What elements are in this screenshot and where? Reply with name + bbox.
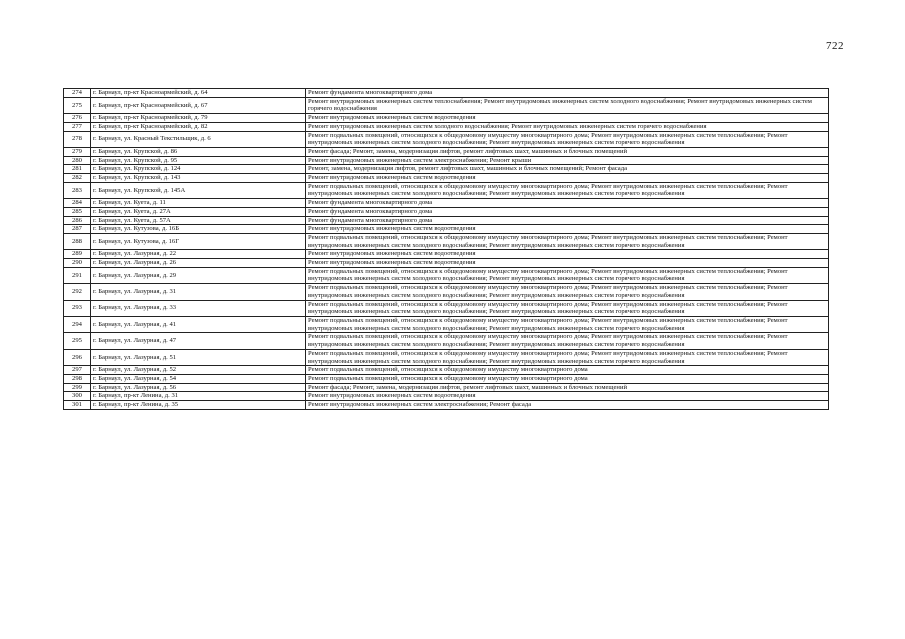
row-address: г. Барнаул, ул. Лазурная, д. 29: [91, 267, 306, 283]
row-works: Ремонт внутридомовых инженерных систем водоотведения: [306, 225, 829, 234]
row-number: 290: [64, 259, 91, 268]
row-address: г. Барнаул, ул. Кутузова, д. 16Б: [91, 225, 306, 234]
table-row: [64, 156, 829, 165]
table-row: [64, 89, 829, 98]
table-row: [64, 174, 829, 183]
row-works: Ремонт внутридомовых инженерных систем водоотведения: [306, 392, 829, 401]
table-row: [64, 349, 829, 365]
row-address: г. Барнаул, пр-кт Красноармейский, д. 64: [91, 89, 306, 98]
row-number: 295: [64, 333, 91, 349]
row-number: 297: [64, 366, 91, 375]
row-address: г. Барнаул, ул. Лазурная, д. 47: [91, 333, 306, 349]
row-number: 280: [64, 156, 91, 165]
row-address: г. Барнаул, пр-кт Ленина, д. 35: [91, 401, 306, 410]
row-works: Ремонт внутридомовых инженерных систем водоотведения: [306, 259, 829, 268]
row-works: Ремонт внутридомовых инженерных систем водоотведения: [306, 250, 829, 259]
row-address: г. Барнаул, ул. Лазурная, д. 26: [91, 259, 306, 268]
row-works: Ремонт подвальных помещений, относящихся к общедомовому имуществу многоквартирного дома: [306, 366, 829, 375]
row-works: Ремонт подвальных помещений, относящихся к общедомовому имуществу многоквартирного дома; Ремонт внутридомовых инженерных систем теплоснабжения; Ремонт внутридомовых инженерных систем холодного водоснабжения; Ремонт внутридомовых инженерных систем горячего водоснабжения: [306, 333, 829, 349]
table-row: [64, 97, 829, 113]
row-number: 283: [64, 182, 91, 198]
row-works: Ремонт фундамента многоквартирного дома: [306, 89, 829, 98]
row-address: г. Барнаул, ул. Лазурная, д. 56: [91, 383, 306, 392]
row-works: Ремонт подвальных помещений, относящихся к общедомовому имуществу многоквартирного дома; Ремонт внутридомовых инженерных систем теплоснабжения; Ремонт внутридомовых инженерных систем холодного водоснабжения; Ремонт внутридомовых инженерных систем горячего водоснабжения: [306, 267, 829, 283]
table-row: [64, 131, 829, 147]
row-number: 289: [64, 250, 91, 259]
row-address: г. Барнаул, ул. Крупской, д. 145А: [91, 182, 306, 198]
row-number: 281: [64, 165, 91, 174]
table-row: [64, 147, 829, 156]
row-works: Ремонт подвальных помещений, относящихся к общедомовому имуществу многоквартирного дома; Ремонт внутридомовых инженерных систем теплоснабжения; Ремонт внутридомовых инженерных систем холодного водоснабжения; Ремонт внутридомовых инженерных систем горячего водоснабжения: [306, 131, 829, 147]
table-row: [64, 284, 829, 300]
row-address: г. Барнаул, ул. Лазурная, д. 33: [91, 300, 306, 316]
row-address: г. Барнаул, ул. Крупской, д. 143: [91, 174, 306, 183]
row-address: г. Барнаул, ул. Лазурная, д. 52: [91, 366, 306, 375]
table-row: [64, 316, 829, 332]
row-number: 278: [64, 131, 91, 147]
row-works: Ремонт подвальных помещений, относящихся к общедомовому имуществу многоквартирного дома: [306, 374, 829, 383]
row-number: 288: [64, 233, 91, 249]
row-address: г. Барнаул, ул. Лазурная, д. 41: [91, 316, 306, 332]
row-number: 284: [64, 199, 91, 208]
row-address: г. Барнаул, ул. Куета, д. 27А: [91, 207, 306, 216]
repair-table-container: [63, 88, 828, 410]
row-number: 282: [64, 174, 91, 183]
table-row: [64, 250, 829, 259]
row-address: г. Барнаул, ул. Куета, д. 11: [91, 199, 306, 208]
table-row: [64, 216, 829, 225]
table-row: [64, 267, 829, 283]
row-number: 279: [64, 147, 91, 156]
table-row: [64, 383, 829, 392]
row-number: 285: [64, 207, 91, 216]
row-works: Ремонт подвальных помещений, относящихся к общедомовому имуществу многоквартирного дома; Ремонт внутридомовых инженерных систем теплоснабжения; Ремонт внутридомовых инженерных систем холодного водоснабжения; Ремонт внутридомовых инженерных систем горячего водоснабжения: [306, 284, 829, 300]
row-address: г. Барнаул, ул. Куета, д. 57А: [91, 216, 306, 225]
table-row: [64, 122, 829, 131]
row-address: г. Барнаул, ул. Кутузова, д. 16Г: [91, 233, 306, 249]
row-number: 291: [64, 267, 91, 283]
row-address: г. Барнаул, пр-кт Красноармейский, д. 82: [91, 122, 306, 131]
row-address: г. Барнаул, ул. Лазурная, д. 22: [91, 250, 306, 259]
table-row: [64, 392, 829, 401]
row-number: 287: [64, 225, 91, 234]
row-number: 301: [64, 401, 91, 410]
row-works: Ремонт внутридомовых инженерных систем холодного водоснабжения; Ремонт внутридомовых инженерных систем горячего водоснабжения: [306, 122, 829, 131]
row-works: Ремонт подвальных помещений, относящихся к общедомовому имуществу многоквартирного дома; Ремонт внутридомовых инженерных систем теплоснабжения; Ремонт внутридомовых инженерных систем холодного водоснабжения; Ремонт внутридомовых инженерных систем горячего водоснабжения: [306, 233, 829, 249]
table-body: [64, 89, 829, 410]
row-works: Ремонт фасада; Ремонт, замена, модернизация лифтов, ремонт лифтовых шахт, машинных и блочных помещений: [306, 383, 829, 392]
table-row: [64, 225, 829, 234]
row-works: Ремонт фундамента многоквартирного дома: [306, 216, 829, 225]
row-number: 299: [64, 383, 91, 392]
row-address: г. Барнаул, ул. Лазурная, д. 51: [91, 349, 306, 365]
row-number: 275: [64, 97, 91, 113]
table-row: [64, 300, 829, 316]
row-works: Ремонт внутридомовых инженерных систем водоотведения: [306, 114, 829, 123]
repair-table: [63, 88, 829, 410]
row-works: Ремонт фундамента многоквартирного дома: [306, 199, 829, 208]
row-number: 296: [64, 349, 91, 365]
row-works: Ремонт внутридомовых инженерных систем теплоснабжения; Ремонт внутридомовых инженерных систем холодного водоснабжения; Ремонт внутридомовых инженерных систем горячего водоснабжения: [306, 97, 829, 113]
row-address: г. Барнаул, пр-кт Красноармейский, д. 79: [91, 114, 306, 123]
row-works: Ремонт подвальных помещений, относящихся к общедомовому имуществу многоквартирного дома; Ремонт внутридомовых инженерных систем теплоснабжения; Ремонт внутридомовых инженерных систем холодного водоснабжения; Ремонт внутридомовых инженерных систем горячего водоснабжения: [306, 182, 829, 198]
row-number: 277: [64, 122, 91, 131]
page-number: 722: [826, 40, 844, 52]
table-row: [64, 333, 829, 349]
table-row: [64, 374, 829, 383]
row-number: 292: [64, 284, 91, 300]
table-row: [64, 366, 829, 375]
row-works: Ремонт фасада; Ремонт, замена, модернизация лифтов, ремонт лифтовых шахт, машинных и блочных помещений: [306, 147, 829, 156]
row-number: 300: [64, 392, 91, 401]
row-works: Ремонт подвальных помещений, относящихся к общедомовому имуществу многоквартирного дома; Ремонт внутридомовых инженерных систем теплоснабжения; Ремонт внутридомовых инженерных систем холодного водоснабжения; Ремонт внутридомовых инженерных систем горячего водоснабжения: [306, 349, 829, 365]
table-row: [64, 199, 829, 208]
table-row: [64, 259, 829, 268]
row-works: Ремонт внутридомовых инженерных систем водоотведения: [306, 174, 829, 183]
row-number: 274: [64, 89, 91, 98]
table-row: [64, 114, 829, 123]
row-number: 286: [64, 216, 91, 225]
row-address: г. Барнаул, пр-кт Ленина, д. 31: [91, 392, 306, 401]
row-address: г. Барнаул, ул. Лазурная, д. 54: [91, 374, 306, 383]
table-row: [64, 165, 829, 174]
row-address: г. Барнаул, ул. Крупской, д. 86: [91, 147, 306, 156]
table-row: [64, 233, 829, 249]
row-works: Ремонт, замена, модернизация лифтов, ремонт лифтовых шахт, машинных и блочных помещений; Ремонт фасада: [306, 165, 829, 174]
row-works: Ремонт фундамента многоквартирного дома: [306, 207, 829, 216]
row-number: 294: [64, 316, 91, 332]
row-works: Ремонт внутридомовых инженерных систем электроснабжения; Ремонт крыши: [306, 156, 829, 165]
table-row: [64, 401, 829, 410]
row-works: Ремонт подвальных помещений, относящихся к общедомовому имуществу многоквартирного дома; Ремонт внутридомовых инженерных систем теплоснабжения; Ремонт внутридомовых инженерных систем холодного водоснабжения; Ремонт внутридомовых инженерных систем горячего водоснабжения: [306, 300, 829, 316]
row-address: г. Барнаул, пр-кт Красноармейский, д. 67: [91, 97, 306, 113]
row-works: Ремонт подвальных помещений, относящихся к общедомовому имуществу многоквартирного дома; Ремонт внутридомовых инженерных систем теплоснабжения; Ремонт внутридомовых инженерных систем холодного водоснабжения; Ремонт внутридомовых инженерных систем горячего водоснабжения: [306, 316, 829, 332]
row-number: 293: [64, 300, 91, 316]
table-row: [64, 207, 829, 216]
row-works: Ремонт внутридомовых инженерных систем электроснабжения; Ремонт фасада: [306, 401, 829, 410]
row-address: г. Барнаул, ул. Красный Текстильщик, д. 6: [91, 131, 306, 147]
table-row: [64, 182, 829, 198]
row-number: 276: [64, 114, 91, 123]
row-address: г. Барнаул, ул. Лазурная, д. 31: [91, 284, 306, 300]
row-address: г. Барнаул, ул. Крупской, д. 95: [91, 156, 306, 165]
row-address: г. Барнаул, ул. Крупской, д. 124: [91, 165, 306, 174]
row-number: 298: [64, 374, 91, 383]
